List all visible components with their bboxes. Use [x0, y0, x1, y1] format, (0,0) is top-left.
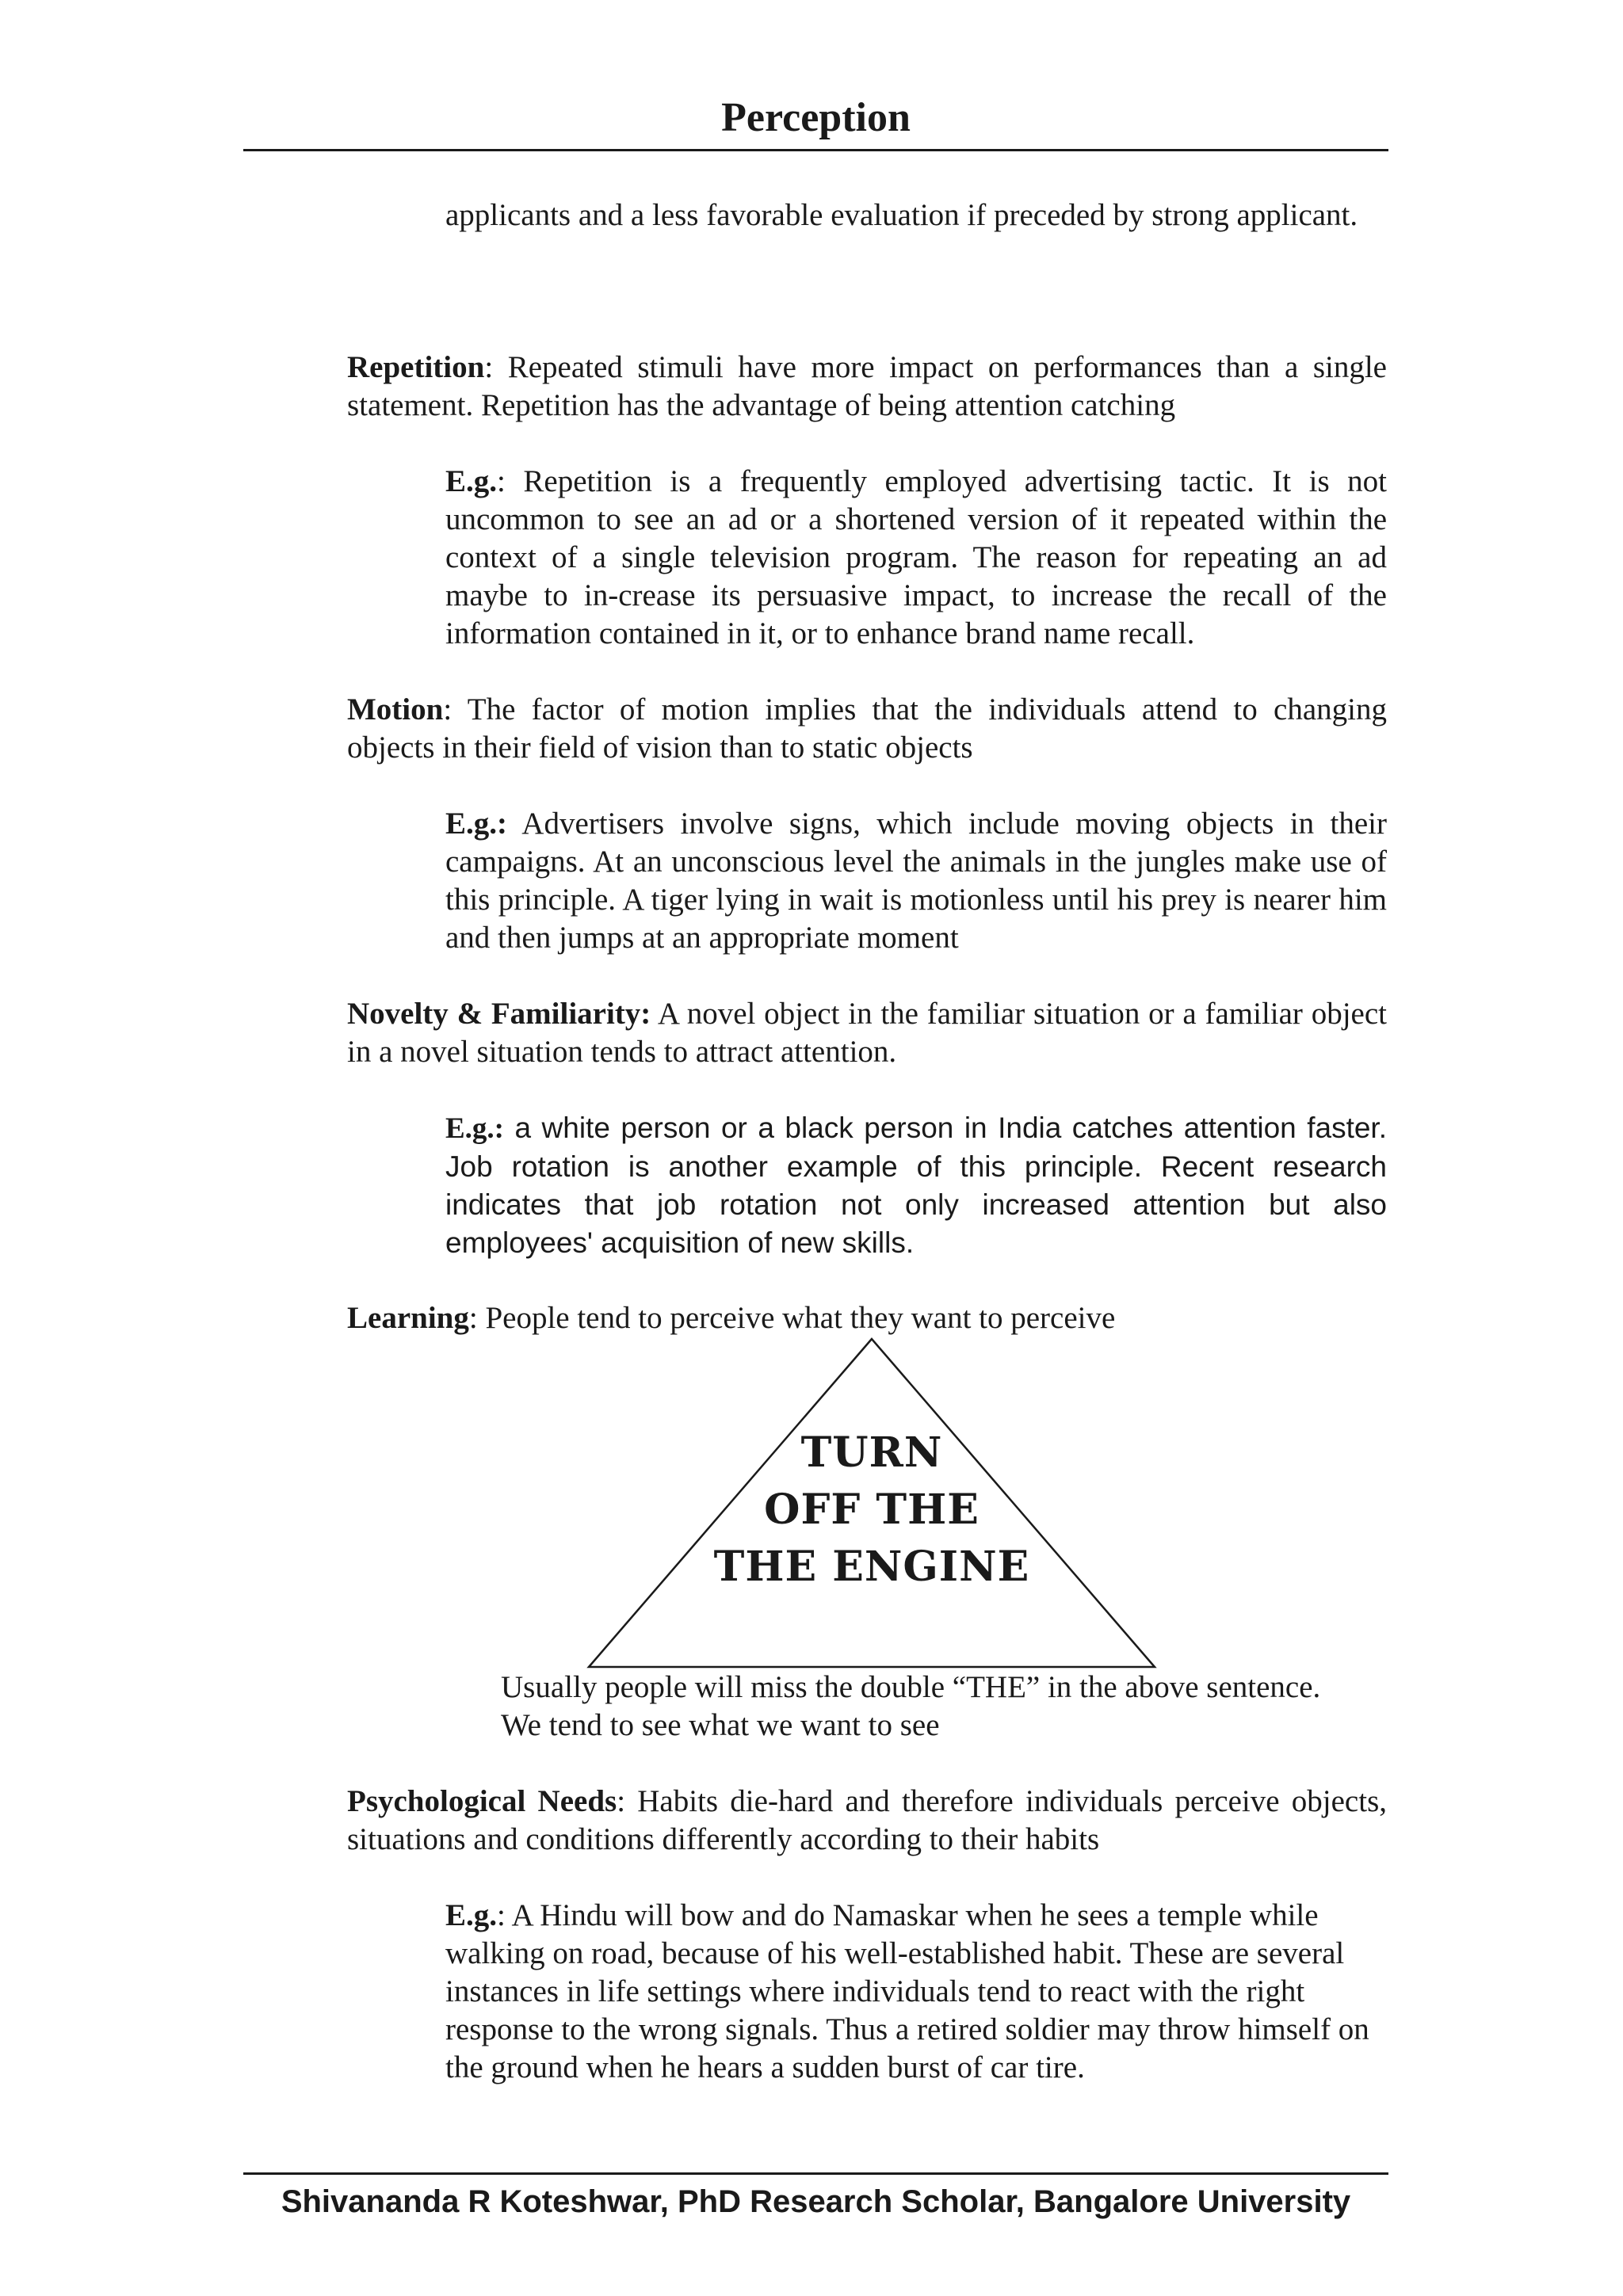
triangle-caption-line-1: Usually people will miss the double “THE” in the above sentence. [501, 1670, 1321, 1704]
repetition-example-text: : Repetition is a frequently employed advertising tactic. It is not uncommon to see an ad or a shortened version of it repeated within the context of a single television program. The reason for repeating an ad maybe to in-crease its persuasive impact, to increase the recall of the information contained in it, or to enhance brand name recall. [445, 464, 1387, 650]
psychological-example-text: : A Hindu will bow and do Namaskar when he sees a temple while walking on road, because of his well-established habit. These are several instances in life settings where individuals tend to react with the right response to the wrong signals. Thus a retired soldier may throw himself on the ground when he hears a sudden burst of car tire. [445, 1898, 1369, 2084]
triangle-line-3: THE ENGINE [713, 1543, 1030, 1591]
novelty-example-text: a white person or a black person in India catches attention faster. Job rotation is another example of this principle. Recent research indicates that job rotation not only increased attention but also employees' acquisition of new skills. [445, 1112, 1387, 1259]
novelty-paragraph [347, 995, 1387, 1071]
motion-example [445, 805, 1387, 957]
psychological-needs-example [445, 1897, 1387, 2087]
motion-example-label: E.g.: [445, 807, 507, 841]
novelty-example [445, 1109, 1387, 1262]
page-header-title: Perception [721, 95, 911, 140]
footer-author: Shivananda R Koteshwar, PhD Research Scholar, Bangalore University [281, 2184, 1351, 2219]
psychological-needs-definition: : Habits die-hard and therefore individuals perceive objects, situations and conditions differently according to their habits [347, 1784, 1387, 1856]
psychological-needs-term: Psychological Needs [347, 1784, 617, 1818]
motion-example-text: Advertisers involve signs, which include moving objects in their campaigns. At an unconscious level the animals in the jungles make use of this principle. A tiger lying in wait is motionless until his prey is nearer him and then jumps at an appropriate moment [445, 807, 1387, 955]
perception-triangle-diagram [586, 1337, 1157, 1670]
header-divider [243, 149, 1388, 151]
repetition-paragraph [347, 349, 1387, 425]
triangle-line-1: TURN [800, 1428, 943, 1477]
motion-term: Motion [347, 692, 444, 727]
novelty-term: Novelty & Familiarity: [347, 997, 651, 1031]
repetition-term: Repetition [347, 350, 485, 384]
repetition-definition: : Repeated stimuli have more impact on performances than a single statement. Repetition has the advantage of being attention catching [347, 350, 1387, 422]
footer-divider [243, 2172, 1388, 2175]
psychological-example-label: E.g. [445, 1898, 498, 1932]
motion-paragraph [347, 691, 1387, 767]
psychological-needs-paragraph [347, 1783, 1387, 1859]
learning-term: Learning [347, 1301, 469, 1335]
learning-definition: : People tend to perceive what they want to perceive [468, 1301, 1116, 1335]
triangle-caption-line-2: We tend to see what we want to see [501, 1708, 940, 1742]
triangle-line-2: OFF THE [764, 1486, 980, 1534]
motion-definition: : The factor of motion implies that the individuals attend to changing objects in their field of vision than to static objects [347, 692, 1387, 765]
repetition-example-label: E.g. [445, 464, 498, 498]
learning-paragraph [347, 1299, 1387, 1337]
repetition-example [445, 463, 1387, 653]
continuation-paragraph: applicants and a less favorable evaluation if preceded by strong applicant. [445, 198, 1358, 232]
novelty-example-label: E.g.: [445, 1112, 504, 1145]
novelty-definition: A novel object in the familiar situation or a familiar object in a novel situation tends to attract attention. [347, 997, 1387, 1069]
